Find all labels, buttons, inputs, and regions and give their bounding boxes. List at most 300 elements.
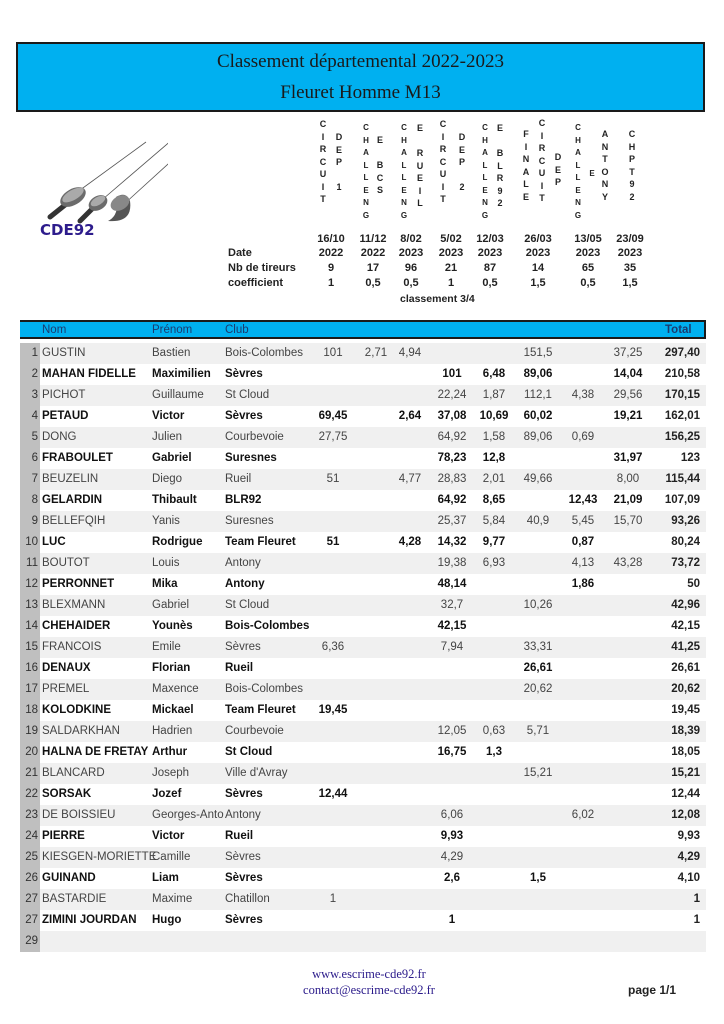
- prenom-cell: Diego: [152, 473, 183, 485]
- prenom-cell: Yanis: [152, 515, 180, 527]
- table-row: [20, 847, 706, 868]
- score-cell: 4,38: [571, 389, 595, 401]
- table-row: [20, 574, 706, 595]
- table-row: [20, 595, 706, 616]
- total-cell: 9,93: [677, 830, 700, 842]
- nom-cell: MAHAN FIDELLE: [42, 368, 136, 380]
- date-day: 26/03: [524, 233, 552, 245]
- score-cell: 5,71: [526, 725, 550, 737]
- total-cell: 1: [693, 914, 700, 926]
- classement-note: classement 3/4: [400, 293, 475, 305]
- club-cell: Sèvres: [225, 872, 263, 884]
- club-cell: Bois-Colombes: [225, 620, 310, 632]
- club-cell: St Cloud: [225, 389, 270, 401]
- club-cell: St Cloud: [225, 746, 273, 758]
- club-cell: Team Fleuret: [225, 704, 296, 716]
- table-row: [20, 784, 706, 805]
- score-cell: 2,01: [482, 473, 506, 485]
- rank-cell: 27: [20, 910, 40, 931]
- column-header-club: Club: [225, 324, 249, 336]
- nom-cell: PERRONNET: [42, 578, 115, 590]
- competition-7-name-c: A N T O N Y: [601, 129, 609, 202]
- nom-cell: ZIMINI JOURDAN: [42, 914, 137, 926]
- score-cell: 40,9: [526, 515, 550, 527]
- score-cell: 27,75: [318, 431, 348, 443]
- nom-cell: PIERRE: [42, 830, 85, 842]
- page-subtitle: Fleuret Homme M13: [280, 82, 441, 103]
- rank-cell: 13: [20, 595, 40, 616]
- score-cell: 49,66: [523, 473, 553, 485]
- club-cell: Antony: [225, 578, 265, 590]
- total-cell: 41,25: [671, 641, 700, 653]
- date-year: 2023: [575, 247, 601, 259]
- nom-cell: SALDARKHAN: [42, 725, 120, 737]
- table-row: [20, 406, 706, 427]
- score-cell: 19,38: [437, 557, 467, 569]
- prenom-cell: Hadrien: [152, 725, 193, 737]
- rank-cell: 17: [20, 679, 40, 700]
- score-cell: 9,93: [440, 830, 464, 842]
- score-cell: 1,5: [530, 872, 546, 884]
- date-day: 11/12: [359, 233, 387, 245]
- rank-cell: 2: [20, 364, 40, 385]
- competition-3-name-b: E R U E I L: [416, 123, 424, 208]
- club-cell: Bois-Colombes: [225, 683, 303, 695]
- total-cell: 42,96: [671, 599, 700, 611]
- prenom-cell: Emile: [152, 641, 181, 653]
- table-row: [20, 490, 706, 511]
- total-cell: 19,45: [671, 704, 700, 716]
- total-cell: 80,24: [671, 536, 700, 548]
- nom-cell: PETAUD: [42, 410, 89, 422]
- nom-cell: BEUZELIN: [42, 473, 99, 485]
- club-cell: Sèvres: [225, 641, 261, 653]
- table-row: [20, 385, 706, 406]
- coefficient-value: 0,5: [403, 277, 419, 289]
- score-cell: 1,58: [482, 431, 506, 443]
- score-cell: 37,08: [437, 410, 467, 422]
- date-day: 16/10: [317, 233, 345, 245]
- svg-text:CDE92: CDE92: [40, 221, 95, 239]
- cde92-logo: [28, 135, 168, 245]
- competition-5-name-b: E B L R 9 2: [496, 123, 504, 208]
- score-cell: 4,29: [440, 851, 464, 863]
- rank-cell: 7: [20, 469, 40, 490]
- nb-tireurs-value: 17: [366, 262, 380, 274]
- score-cell: 112,1: [524, 389, 552, 401]
- page-number: page 1/1: [628, 983, 677, 997]
- table-row: [20, 532, 706, 553]
- total-cell: 18,05: [671, 746, 700, 758]
- coefficient-value: 1,5: [530, 277, 546, 289]
- rank-cell: 8: [20, 490, 40, 511]
- rank-cell: 14: [20, 616, 40, 637]
- total-cell: 297,40: [664, 347, 700, 359]
- table-row: [20, 637, 706, 658]
- score-cell: 6,36: [321, 641, 345, 653]
- date-day: 5/02: [440, 233, 462, 245]
- competition-4-name-a: C I R C U I T: [439, 119, 447, 204]
- score-cell: 10,26: [523, 599, 553, 611]
- email-link[interactable]: contact@escrime-cde92.fr: [303, 983, 435, 997]
- score-cell: 1: [448, 914, 456, 926]
- score-cell: 37,25: [613, 347, 643, 359]
- score-cell: 29,56: [613, 389, 643, 401]
- score-cell: 12,43: [568, 494, 598, 506]
- table-row: [20, 448, 706, 469]
- score-cell: 16,75: [437, 746, 467, 758]
- prenom-cell: Jozef: [152, 788, 182, 800]
- prenom-cell: Julien: [152, 431, 183, 443]
- rank-cell: 25: [20, 847, 40, 868]
- score-cell: 101: [323, 347, 343, 359]
- rank-cell: 1: [20, 343, 40, 364]
- rank-cell: 9: [20, 511, 40, 532]
- score-cell: 14,04: [613, 368, 643, 380]
- score-cell: 1: [329, 893, 337, 905]
- prenom-cell: Louis: [152, 557, 180, 569]
- score-cell: 89,06: [523, 431, 553, 443]
- score-cell: 10,69: [479, 410, 509, 422]
- total-cell: 107,09: [664, 494, 700, 506]
- prenom-cell: Thibault: [152, 494, 197, 506]
- nb-tireurs-value: 21: [444, 262, 458, 274]
- rank-cell: 19: [20, 721, 40, 742]
- score-cell: 14,32: [437, 536, 467, 548]
- ranking-table: [20, 343, 706, 952]
- score-cell: 1,87: [482, 389, 506, 401]
- nom-cell: GUINAND: [42, 872, 96, 884]
- score-cell: 89,06: [523, 368, 553, 380]
- nom-cell: KIESGEN-MORIETTE: [42, 851, 157, 863]
- total-cell: 156,25: [664, 431, 700, 443]
- table-row: [20, 763, 706, 784]
- table-row: [20, 343, 706, 364]
- score-cell: 51: [326, 473, 340, 485]
- rank-cell: 12: [20, 574, 40, 595]
- club-cell: Antony: [225, 809, 261, 821]
- score-cell: 64,92: [437, 494, 467, 506]
- table-row: [20, 700, 706, 721]
- score-cell: 12,44: [318, 788, 348, 800]
- score-cell: 6,48: [482, 368, 506, 380]
- nb-tireurs-label: Nb de tireurs: [228, 262, 296, 274]
- score-cell: 28,83: [437, 473, 467, 485]
- score-cell: 0,63: [482, 725, 506, 737]
- score-cell: 2,6: [444, 872, 460, 884]
- nom-cell: BELLEFQIH: [42, 515, 106, 527]
- club-cell: Rueil: [225, 662, 254, 674]
- club-cell: Rueil: [225, 473, 252, 485]
- score-cell: 8,00: [616, 473, 640, 485]
- coefficient-value: 1,5: [622, 277, 638, 289]
- total-cell: 12,08: [671, 809, 700, 821]
- rank-cell: 11: [20, 553, 40, 574]
- date-year: 2022: [318, 247, 344, 259]
- coefficient-value: 1: [447, 277, 455, 289]
- prenom-cell: Guillaume: [152, 389, 204, 401]
- score-cell: 26,61: [523, 662, 553, 674]
- total-cell: 18,39: [671, 725, 700, 737]
- competition-1-name-a: C I R C U I T: [319, 119, 327, 204]
- prenom-cell: Arthur: [152, 746, 188, 758]
- score-cell: 25,37: [437, 515, 467, 527]
- rank-cell: 3: [20, 385, 40, 406]
- score-cell: 2,71: [364, 347, 388, 359]
- nom-cell: KOLODKINE: [42, 704, 111, 716]
- score-cell: 1,3: [486, 746, 502, 758]
- competition-6-name-a: F I N A L E: [522, 129, 530, 202]
- score-cell: 6,06: [440, 809, 464, 821]
- prenom-cell: Gabriel: [152, 599, 190, 611]
- club-cell: St Cloud: [225, 599, 270, 611]
- table-row: [20, 868, 706, 889]
- rank-cell: 16: [20, 658, 40, 679]
- club-cell: Ville d'Avray: [225, 767, 288, 779]
- total-cell: 170,15: [664, 389, 700, 401]
- date-label: Date: [228, 247, 252, 259]
- nom-cell: BLANCARD: [42, 767, 105, 779]
- club-cell: Sèvres: [225, 410, 263, 422]
- prenom-cell: Camille: [152, 851, 191, 863]
- score-cell: 15,70: [613, 515, 643, 527]
- club-cell: Sèvres: [225, 914, 263, 926]
- table-row: [20, 742, 706, 763]
- competition-4-name-b: D E P 2: [458, 132, 466, 192]
- prenom-cell: Hugo: [152, 914, 182, 926]
- competition-5-name-a: C H A L L E N G: [481, 123, 489, 220]
- prenom-cell: Victor: [152, 830, 185, 842]
- score-cell: 31,97: [613, 452, 643, 464]
- score-cell: 7,94: [440, 641, 464, 653]
- nom-cell: GELARDIN: [42, 494, 103, 506]
- score-cell: 151,5: [523, 347, 553, 359]
- date-day: 23/09: [616, 233, 644, 245]
- competition-6-name-b: C I R C U I T: [538, 118, 546, 203]
- prenom-cell: Maxime: [152, 893, 193, 905]
- competition-7-name-b: E: [589, 169, 595, 178]
- table-row: [20, 364, 706, 385]
- date-day: 12/03: [476, 233, 504, 245]
- score-cell: 2,64: [398, 410, 422, 422]
- nom-cell: PREMEL: [42, 683, 90, 695]
- competition-6-name-c: D E P: [554, 152, 562, 187]
- table-row: [20, 427, 706, 448]
- prenom-cell: Liam: [152, 872, 179, 884]
- coefficient-value: 0,5: [365, 277, 381, 289]
- date-year: 2023: [438, 247, 464, 259]
- score-cell: 69,45: [318, 410, 348, 422]
- rank-cell: 29: [20, 931, 40, 952]
- score-cell: 101: [442, 368, 462, 380]
- score-cell: 4,28: [398, 536, 422, 548]
- column-header-total: Total: [665, 324, 692, 336]
- rank-cell: 20: [20, 742, 40, 763]
- prenom-cell: Younès: [152, 620, 193, 632]
- rank-cell: 22: [20, 784, 40, 805]
- score-cell: 5,84: [482, 515, 506, 527]
- rank-cell: 24: [20, 826, 40, 847]
- total-cell: 50: [687, 578, 700, 590]
- score-cell: 12,8: [482, 452, 506, 464]
- competition-1-name-b: D E P 1: [335, 132, 343, 192]
- total-cell: 4,29: [677, 851, 700, 863]
- nom-cell: BLEXMANN: [42, 599, 106, 611]
- column-header-prenom: Prénom: [152, 324, 193, 336]
- club-cell: Chatillon: [225, 893, 270, 905]
- table-row: [20, 910, 706, 931]
- nom-cell: PICHOT: [42, 389, 86, 401]
- table-row: [20, 616, 706, 637]
- nom-cell: BASTARDIE: [42, 893, 107, 905]
- club-cell: Sèvres: [225, 788, 263, 800]
- nb-tireurs-value: 65: [581, 262, 595, 274]
- competition-3-name-a: C H A L L E N G: [400, 123, 408, 220]
- score-cell: 15,21: [523, 767, 553, 779]
- prenom-cell: Victor: [152, 410, 185, 422]
- prenom-cell: Rodrigue: [152, 536, 203, 548]
- club-cell: Suresnes: [225, 515, 274, 527]
- total-cell: 115,44: [665, 473, 700, 485]
- total-cell: 26,61: [671, 662, 700, 674]
- nom-cell: LUC: [42, 536, 66, 548]
- date-day: 8/02: [400, 233, 422, 245]
- score-cell: 22,24: [437, 389, 467, 401]
- rank-cell: 23: [20, 805, 40, 826]
- rank-cell: 15: [20, 637, 40, 658]
- score-cell: 20,62: [523, 683, 553, 695]
- nb-tireurs-value: 87: [483, 262, 497, 274]
- prenom-cell: Joseph: [152, 767, 190, 779]
- rank-cell: 18: [20, 700, 40, 721]
- coefficient-value: 0,5: [482, 277, 498, 289]
- score-cell: 43,28: [613, 557, 643, 569]
- total-cell: 4,10: [677, 872, 700, 884]
- score-cell: 9,77: [482, 536, 506, 548]
- nom-cell: FRABOULET: [42, 452, 113, 464]
- nom-cell: DENAUX: [42, 662, 91, 674]
- club-cell: Courbevoie: [225, 725, 284, 737]
- score-cell: 33,31: [523, 641, 553, 653]
- club-cell: Team Fleuret: [225, 536, 296, 548]
- prenom-cell: Maximilien: [152, 368, 211, 380]
- nom-cell: HALNA DE FRETAY: [42, 746, 149, 758]
- score-cell: 19,21: [613, 410, 643, 422]
- column-header-nom: Nom: [42, 324, 67, 336]
- score-cell: 21,09: [613, 494, 643, 506]
- score-cell: 51: [326, 536, 340, 548]
- table-row: [20, 469, 706, 490]
- club-cell: Courbevoie: [225, 431, 284, 443]
- nb-tireurs-value: 14: [531, 262, 545, 274]
- nom-cell: DONG: [42, 431, 77, 443]
- nom-cell: CHEHAIDER: [42, 620, 111, 632]
- score-cell: 64,92: [437, 431, 467, 443]
- table-row: [20, 658, 706, 679]
- score-cell: 4,77: [398, 473, 422, 485]
- club-cell: Antony: [225, 557, 261, 569]
- score-cell: 4,13: [571, 557, 595, 569]
- rank-cell: 4: [20, 406, 40, 427]
- club-cell: Sèvres: [225, 851, 261, 863]
- score-cell: 0,69: [571, 431, 595, 443]
- competition-8-name: C H P T 9 2: [628, 129, 636, 202]
- date-year: 2022: [360, 247, 386, 259]
- total-cell: 73,72: [671, 557, 700, 569]
- score-cell: 48,14: [437, 578, 467, 590]
- club-cell: Rueil: [225, 830, 254, 842]
- prenom-cell: Georges-Anto: [152, 809, 224, 821]
- total-cell: 210,58: [664, 368, 700, 380]
- nom-cell: GUSTIN: [42, 347, 86, 359]
- nom-cell: BOUTOT: [42, 557, 90, 569]
- prenom-cell: Gabriel: [152, 452, 192, 464]
- total-cell: 42,15: [671, 620, 700, 632]
- score-cell: 5,45: [571, 515, 595, 527]
- club-cell: Suresnes: [225, 452, 277, 464]
- table-row: [20, 553, 706, 574]
- rank-cell: 10: [20, 532, 40, 553]
- rank-cell: 21: [20, 763, 40, 784]
- score-cell: 8,65: [482, 494, 506, 506]
- date-year: 2023: [617, 247, 643, 259]
- total-cell: 162,01: [664, 410, 700, 422]
- score-cell: 6,93: [482, 557, 506, 569]
- table-row: [20, 679, 706, 700]
- prenom-cell: Mickael: [152, 704, 194, 716]
- score-cell: 78,23: [437, 452, 467, 464]
- table-row: [20, 805, 706, 826]
- page-title: Classement départemental 2022-2023: [216, 51, 505, 72]
- total-cell: 15,21: [671, 767, 700, 779]
- total-cell: 20,62: [671, 683, 700, 695]
- score-cell: 19,45: [318, 704, 348, 716]
- date-year: 2023: [477, 247, 503, 259]
- nb-tireurs-value: 35: [623, 262, 637, 274]
- title-banner: [16, 42, 705, 112]
- coefficient-label: coefficient: [228, 277, 284, 289]
- table-row: [20, 511, 706, 532]
- date-day: 13/05: [574, 233, 602, 245]
- rank-cell: 6: [20, 448, 40, 469]
- prenom-cell: Bastien: [152, 347, 191, 359]
- table-row: [20, 721, 706, 742]
- nb-tireurs-value: 9: [327, 262, 335, 274]
- table-row: [20, 931, 706, 952]
- nom-cell: FRANCOIS: [42, 641, 102, 653]
- website-link[interactable]: www.escrime-cde92.fr: [312, 967, 426, 981]
- club-cell: BLR92: [225, 494, 262, 506]
- nom-cell: DE BOISSIEU: [42, 809, 116, 821]
- score-cell: 42,15: [437, 620, 467, 632]
- prenom-cell: Mika: [152, 578, 178, 590]
- table-header: [20, 320, 706, 339]
- score-cell: 0,87: [571, 536, 595, 548]
- competition-2-name-a: C H A L L E N G: [362, 123, 370, 220]
- rank-cell: 26: [20, 868, 40, 889]
- score-cell: 4,94: [398, 347, 422, 359]
- score-cell: 1,86: [571, 578, 595, 590]
- competition-7-name-a: C H A L L E N G: [574, 123, 582, 220]
- competition-2-name-b: E B C S: [376, 135, 384, 195]
- prenom-cell: Florian: [152, 662, 191, 674]
- nom-cell: SORSAK: [42, 788, 92, 800]
- date-year: 2023: [398, 247, 424, 259]
- total-cell: 123: [680, 452, 700, 464]
- score-cell: 60,02: [523, 410, 553, 422]
- rank-cell: 5: [20, 427, 40, 448]
- club-cell: Bois-Colombes: [225, 347, 303, 359]
